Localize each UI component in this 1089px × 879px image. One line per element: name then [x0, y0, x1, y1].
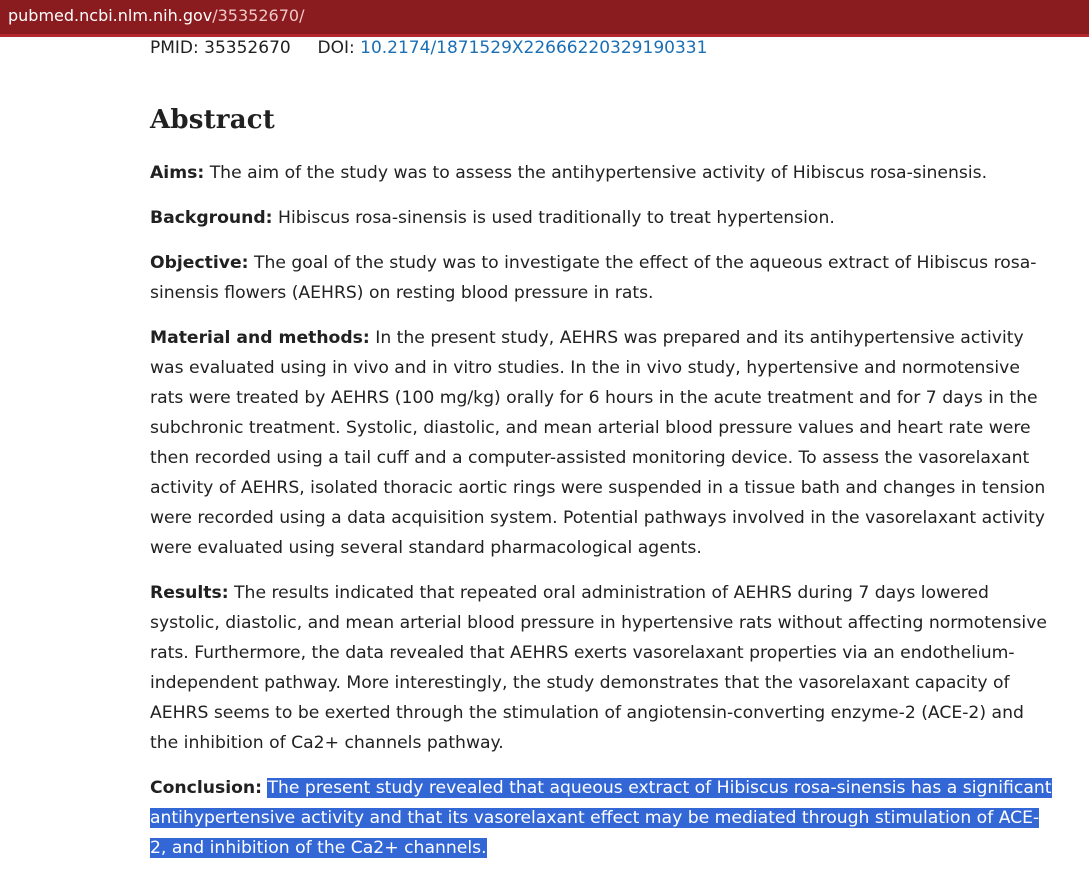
section-label: Aims:	[150, 163, 205, 183]
pmid-value: 35352670	[204, 38, 291, 58]
url-path: /35352670/	[212, 6, 305, 25]
abstract-conclusion	[150, 773, 1055, 863]
section-label: Background:	[150, 208, 273, 228]
abstract-methods	[150, 323, 1055, 563]
abstract-section	[150, 100, 1055, 878]
selected-text: The present study revealed that aqueous extract of Hibiscus rosa-sinensis has a significant antihypertensive activity and that its vasorelaxant effect may be mediated through stimulation of ACE-2, and inhibition of the Ca2+ channels.	[150, 778, 1052, 858]
section-text: The aim of the study was to assess the antihypertensive activity of Hibiscus rosa-sinensis.	[209, 163, 988, 183]
abstract-aims	[150, 158, 1055, 188]
section-text: Hibiscus rosa-sinensis is used traditionally to treat hypertension.	[278, 208, 835, 228]
abstract-background	[150, 203, 1055, 233]
pmid-label: PMID:	[150, 38, 199, 58]
abstract-objective	[150, 248, 1055, 308]
doi-link[interactable]: 10.2174/1871529X22666220329190331	[360, 38, 708, 58]
section-text: The results indicated that repeated oral administration of AEHRS during 7 days lowered systolic, diastolic, and mean arterial blood pressure in hypertensive rats without affecting normotensive rats. Furthermore, the data revealed that AEHRS exerts vasorelaxant properties via an endothelium-independent pathway. More interestingly, the study demonstrates that the vasorelaxant capacity of AEHRS seems to be exerted through the stimulation of angiotensin-converting enzyme-2 (ACE-2) and the inhibition of Ca2+ channels pathway.	[150, 583, 1047, 753]
doi-label: DOI:	[317, 38, 355, 58]
section-text: In the present study, AEHRS was prepared and its antihypertensive activity was evaluated using in vivo and in vitro studies. In the in vivo study, hypertensive and normotensive rats were treated by AEHRS (100 mg/kg) orally for 6 hours in the acute treatment and for 7 days in the subchronic treatment. Systolic, diastolic, and mean arterial blood pressure values and heart rate were then recorded using a tail cuff and a computer-assisted monitoring device. To assess the vasorelaxant activity of AEHRS, isolated thoracic aortic rings were suspended in a tissue bath and changes in tension were recorded using a data acquisition system. Potential pathways involved in the vasorelaxant activity were evaluated using several standard pharmacological agents.	[150, 328, 1046, 558]
article-identifiers	[150, 38, 707, 58]
abstract-results	[150, 578, 1055, 758]
section-text: The goal of the study was to investigate the effect of the aqueous extract of Hibiscus rosa-sinensis flowers (AEHRS) on resting blood pressure in rats.	[150, 253, 1037, 303]
section-label: Material and methods:	[150, 328, 370, 348]
address-bar[interactable]	[0, 0, 1089, 37]
section-label: Conclusion:	[150, 778, 263, 798]
url-text[interactable]	[8, 6, 304, 25]
abstract-heading: Abstract	[150, 105, 275, 135]
section-label: Results:	[150, 583, 229, 603]
url-host: pubmed.ncbi.nlm.nih.gov	[8, 6, 213, 25]
section-label: Objective:	[150, 253, 249, 273]
